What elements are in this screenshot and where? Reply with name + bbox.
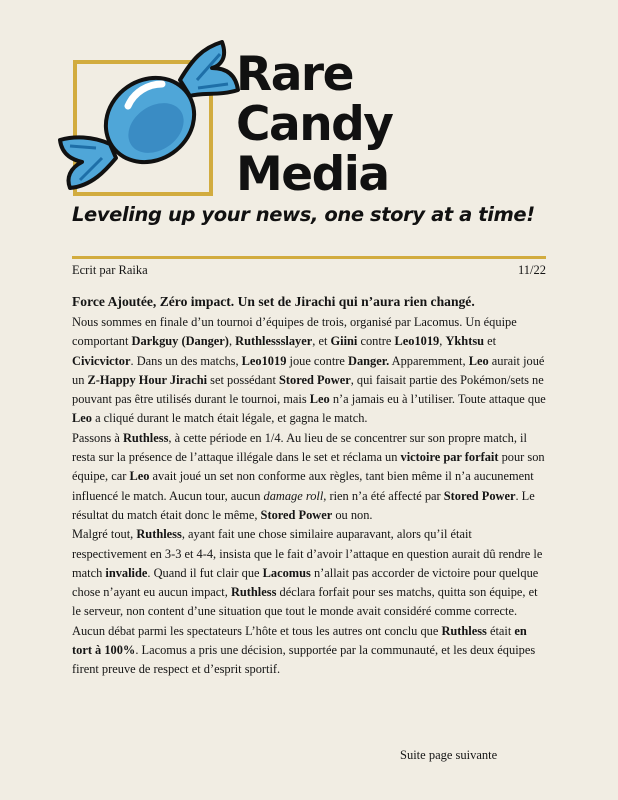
article-title: Force Ajoutée, Zéro impact. Un set de Jirachi qui n’aura rien changé. xyxy=(72,294,475,309)
text-span: set possédant xyxy=(207,372,279,387)
article-paragraph xyxy=(72,313,546,429)
text-span: avait joué un set non conforme aux règles, tant bien même il n’a aucunement influencé le match. Aucun tour, aucun xyxy=(72,469,534,503)
wrapped-candy-icon xyxy=(52,40,252,190)
text-span: Malgré tout, xyxy=(72,527,137,542)
text-span: , xyxy=(228,334,236,349)
byline xyxy=(72,263,546,278)
bold-span: Ruthless xyxy=(122,430,169,445)
text-span: . Quand il fut clair que xyxy=(147,565,263,580)
text-span: aurait joué un xyxy=(72,353,545,387)
article-paragraph xyxy=(72,429,546,525)
bold-span: Leo xyxy=(468,353,489,368)
text-span: , rien n’a été affecté par xyxy=(323,488,444,503)
text-span: contre xyxy=(357,334,395,349)
text-span: était xyxy=(486,623,515,638)
bold-span: en tort à 100% xyxy=(72,623,527,658)
bold-span: Danger. xyxy=(348,353,390,368)
brand-name xyxy=(236,47,393,202)
issue-date: 11/22 xyxy=(517,263,546,277)
text-span: , ayant fait une chose similaire auparavant, alors qu’il était respectivement en 3-3 et 4-4, insista que le fait d’avoir l’attaque en question aurait dû rendre le match xyxy=(72,527,543,580)
text-span: , et xyxy=(312,334,331,349)
bold-span: Ruthless xyxy=(441,623,487,638)
brand-line: Media xyxy=(236,147,389,202)
bold-span: Darkguy (Danger) xyxy=(131,334,229,349)
text-span: joue contre xyxy=(286,353,348,368)
text-span: a cliqué durant le match était légale, et gagna le match. xyxy=(91,411,368,426)
text-span: , qui faisait partie des Pokémon/sets ne pouvant pas être utilisés durant le tournoi, mais xyxy=(72,372,544,407)
bold-span: Leo xyxy=(309,392,330,407)
text-span: ou non. xyxy=(332,507,373,522)
article-paragraph xyxy=(72,525,546,621)
text-span: . Le résultat du match était donc le même, xyxy=(72,488,535,522)
text-span: Apparemment, xyxy=(389,353,469,368)
bold-span: Z-Happy Hour Jirachi xyxy=(87,372,208,387)
bold-span: invalide xyxy=(105,565,148,580)
bold-span: Stored Power xyxy=(279,372,351,387)
text-span: . Dans un des matchs, xyxy=(130,353,242,368)
text-span: pour son équipe, car xyxy=(72,450,545,484)
article xyxy=(72,292,546,680)
bold-span: victoire par forfait xyxy=(400,450,499,465)
text-span: Aucun débat parmi les spectateurs L’hôte et tous les autres ont conclu que xyxy=(72,623,442,638)
bold-span: Leo xyxy=(72,411,92,426)
author: Ecrit par Raika xyxy=(72,263,148,277)
bold-span: Giini xyxy=(330,334,358,349)
bold-span: Ykhtsu xyxy=(445,334,485,349)
italic-span: damage roll xyxy=(263,488,324,503)
brand-line: Rare xyxy=(236,47,353,102)
header-divider xyxy=(72,256,546,259)
bold-span: Civicvictor xyxy=(72,353,131,368)
bold-span: Lacomus xyxy=(262,565,311,580)
text-span: Nous sommes en finale d’un tournoi d’équipes de trois, organisé par Lacomus. Un équipe comportant xyxy=(72,315,517,349)
text-span: et xyxy=(484,334,497,349)
text-span: , xyxy=(439,334,446,349)
bold-span: Ruthless xyxy=(230,585,277,600)
tagline: Leveling up your news, one story at a time! xyxy=(72,203,535,226)
article-paragraph xyxy=(72,622,546,680)
bold-span: Ruthless xyxy=(136,527,182,542)
text-span: n’a jamais eu à l’utiliser. Toute attaque que xyxy=(329,392,546,407)
bold-span: Leo1019 xyxy=(241,353,287,368)
continue-note: Suite page suivante xyxy=(400,748,498,762)
text-span: . Lacomus a pris une décision, supportée par la communauté, et les deux équipes firent preuve de respect et d’esprit sportif. xyxy=(72,643,536,677)
text-span: n’allait pas accorder de victoire pour quelque chose n’ayant eu aucun impact, xyxy=(72,565,539,600)
bold-span: Stored Power xyxy=(260,507,333,522)
text-span: déclara forfait pour ses matchs, quitta son équipe, et le serveur, non content d’une situation que tout le monde avait considéré comme correcte. xyxy=(72,585,538,619)
text-span: Passons à xyxy=(72,430,123,445)
bold-span: Ruthlessslayer xyxy=(235,334,313,349)
bold-span: Stored Power xyxy=(443,488,516,503)
bold-span: Leo1019 xyxy=(394,334,440,349)
bold-span: Leo xyxy=(129,469,150,484)
brand-line: Candy xyxy=(236,97,393,152)
text-span: , à cette période en 1/4. Au lieu de se concentrer sur son propre match, il resta sur la présence de l’attaque illégale dans le set et réclama un xyxy=(72,430,527,465)
